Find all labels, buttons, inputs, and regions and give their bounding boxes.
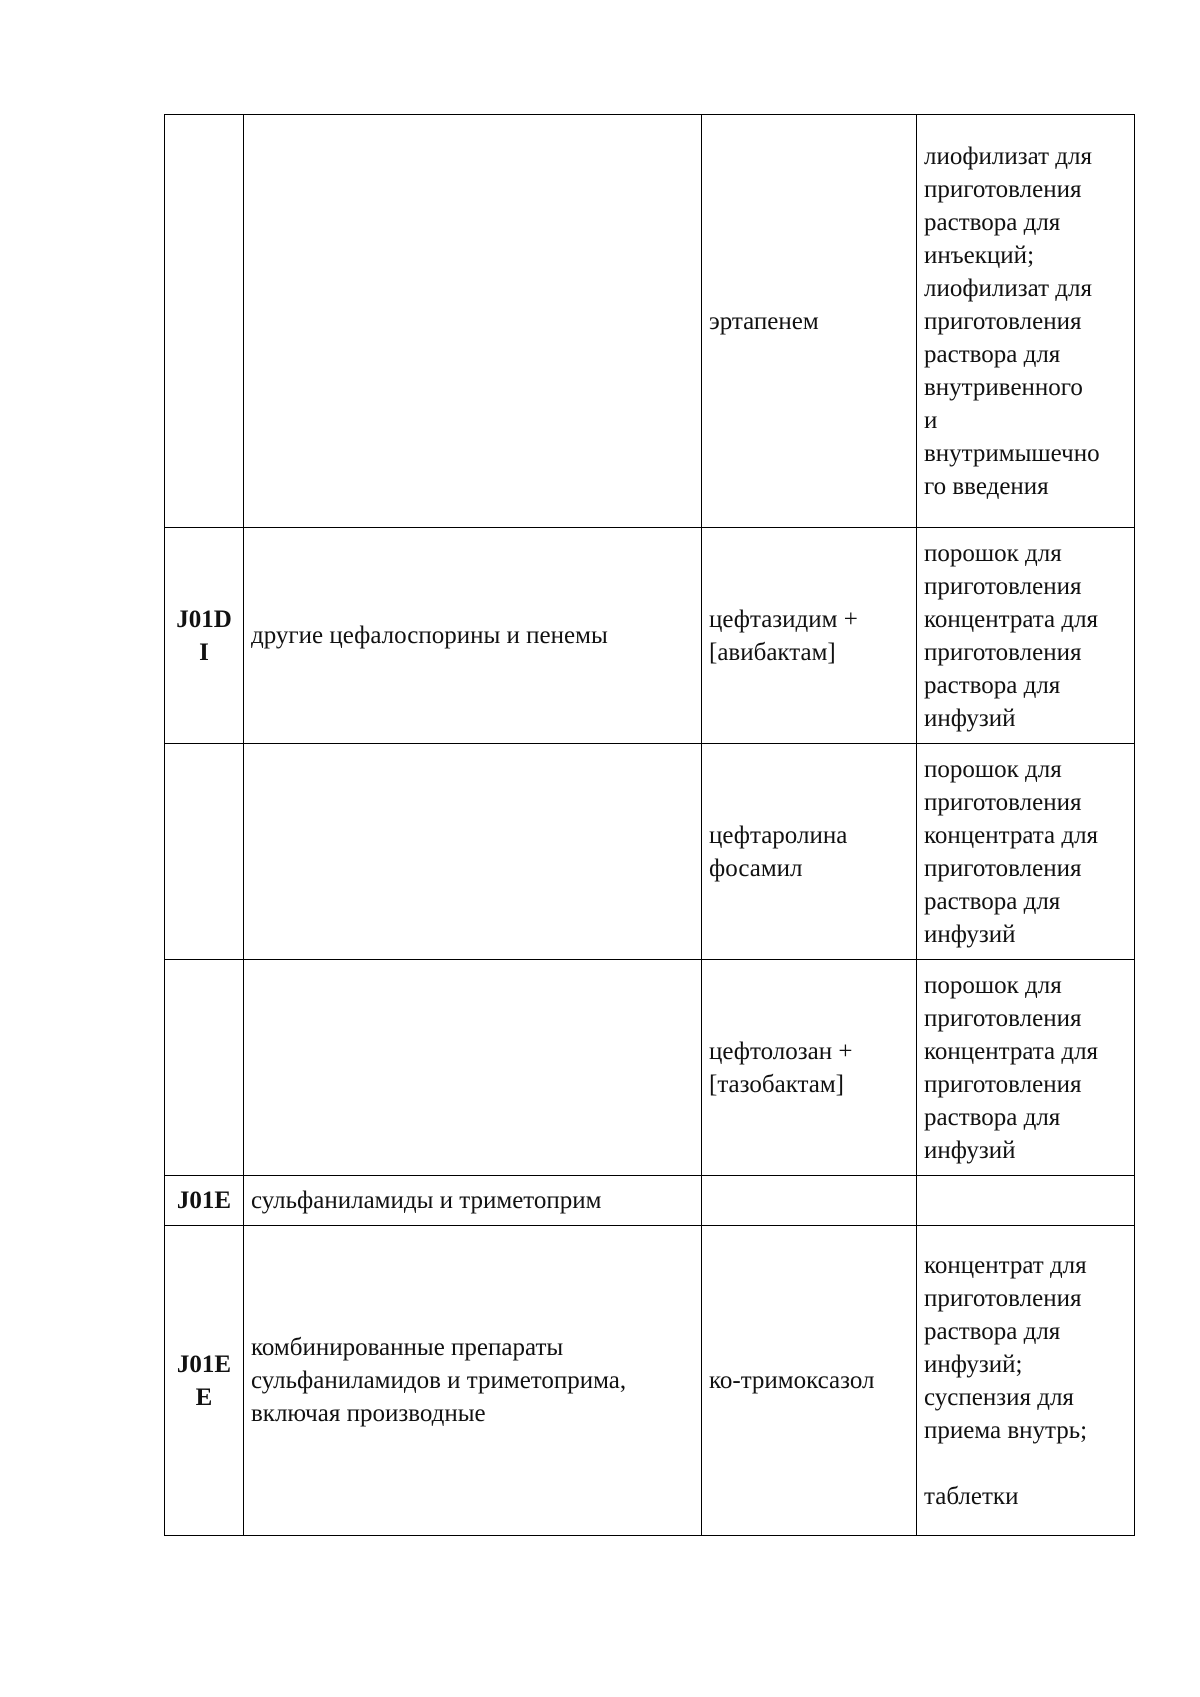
drug-name-line: эртапенем — [709, 307, 819, 335]
drug-name-line: фосамил — [709, 854, 803, 882]
dosage-form-cell — [917, 744, 1135, 960]
group-name-cell — [244, 1176, 702, 1226]
drug-name-line: ко-тримоксазол — [709, 1367, 875, 1394]
group-name-line: комбинированные препараты — [251, 1334, 564, 1361]
dosage-form-line: раствора для — [924, 340, 1061, 368]
dosage-form-line: приготовления — [924, 1284, 1082, 1312]
drug-name-cell — [702, 1226, 917, 1536]
drug-name-cell — [702, 744, 917, 960]
group-name-line: включая производные — [251, 1400, 486, 1427]
atc-code: J01E — [176, 1187, 232, 1214]
dosage-form-line: концентрата для — [924, 821, 1099, 849]
dosage-form-line: и — [924, 406, 938, 434]
atc-code: J01DI — [176, 605, 232, 666]
atc-code-cell — [165, 115, 244, 528]
table-row — [165, 115, 1135, 528]
dosage-form-line: концентрат для — [924, 1251, 1087, 1279]
group-name-cell — [244, 115, 702, 528]
dosage-form-line: лиофилизат для — [924, 142, 1092, 170]
group-name-cell — [244, 528, 702, 744]
dosage-form-line: порошок для — [924, 755, 1062, 783]
dosage-form-line: инфузий; — [924, 1350, 1023, 1378]
dosage-form-line: приготовления — [924, 1070, 1082, 1098]
dosage-form-line: порошок для — [924, 539, 1062, 567]
table-row — [165, 960, 1135, 1176]
dosage-form-line: раствора для — [924, 671, 1061, 699]
group-name-line: сульфаниламиды и триметоприм — [251, 1187, 602, 1214]
dosage-form-line: приготовления — [924, 175, 1082, 203]
dosage-form-line: приготовления — [924, 572, 1082, 600]
dosage-form-line: го введения — [924, 472, 1049, 500]
atc-code-cell — [165, 1176, 244, 1226]
group-name-cell — [244, 960, 702, 1176]
dosage-form-cell — [917, 528, 1135, 744]
dosage-form-line: приготовления — [924, 854, 1082, 882]
drug-name-cell — [702, 528, 917, 744]
drug-table — [164, 114, 1135, 1536]
table-row — [165, 744, 1135, 960]
drug-name-line: [авибактам] — [709, 638, 836, 666]
table-row — [165, 1176, 1135, 1226]
dosage-form-line: инфузий — [924, 1136, 1016, 1164]
drug-name-line: [тазобактам] — [709, 1070, 844, 1098]
dosage-form-line: приготовления — [924, 1004, 1082, 1032]
dosage-form-line: концентрата для — [924, 1037, 1099, 1065]
atc-code-cell — [165, 528, 244, 744]
group-name-cell — [244, 744, 702, 960]
table-row — [165, 528, 1135, 744]
dosage-form-cell — [917, 960, 1135, 1176]
drug-name-cell — [702, 1176, 917, 1226]
dosage-form-line: раствора для — [924, 208, 1061, 236]
dosage-form-line: раствора для — [924, 887, 1061, 915]
drug-name-cell — [702, 115, 917, 528]
dosage-form-line: суспензия для — [924, 1383, 1074, 1411]
dosage-form-cell — [917, 1226, 1135, 1536]
dosage-form-line: раствора для — [924, 1103, 1061, 1131]
dosage-form-line: таблетки — [924, 1482, 1019, 1510]
dosage-form-cell — [917, 115, 1135, 528]
group-name-line: сульфаниламидов и триметоприма, — [251, 1367, 627, 1394]
atc-code: J01EE — [176, 1350, 232, 1411]
group-name-line: другие цефалоспорины и пенемы — [251, 622, 608, 649]
dosage-form-blank-line — [924, 1447, 1127, 1480]
dosage-form-line: приема внутрь; — [924, 1416, 1088, 1444]
drug-name-line: цефтаролина — [709, 821, 848, 849]
dosage-form-line: инъекций; — [924, 241, 1035, 269]
dosage-form-line: концентрата для — [924, 605, 1099, 633]
drug-name-cell — [702, 960, 917, 1176]
dosage-form-line: приготовления — [924, 307, 1082, 335]
dosage-form-line: внутривенного — [924, 373, 1083, 401]
atc-code-cell — [165, 744, 244, 960]
drug-name-line: цефтазидим + — [709, 605, 858, 633]
dosage-form-line: инфузий — [924, 704, 1016, 732]
drug-name-line: цефтолозан + — [709, 1037, 853, 1065]
dosage-form-cell — [917, 1176, 1135, 1226]
dosage-form-line: приготовления — [924, 788, 1082, 816]
atc-code-cell — [165, 960, 244, 1176]
dosage-form-line: раствора для — [924, 1317, 1061, 1345]
dosage-form-line: порошок для — [924, 971, 1062, 999]
table-row — [165, 1226, 1135, 1536]
group-name-cell — [244, 1226, 702, 1536]
dosage-form-line: инфузий — [924, 920, 1016, 948]
dosage-form-line: внутримышечно — [924, 439, 1100, 467]
atc-code-cell — [165, 1226, 244, 1536]
dosage-form-line: лиофилизат для — [924, 274, 1092, 302]
dosage-form-line: приготовления — [924, 638, 1082, 666]
